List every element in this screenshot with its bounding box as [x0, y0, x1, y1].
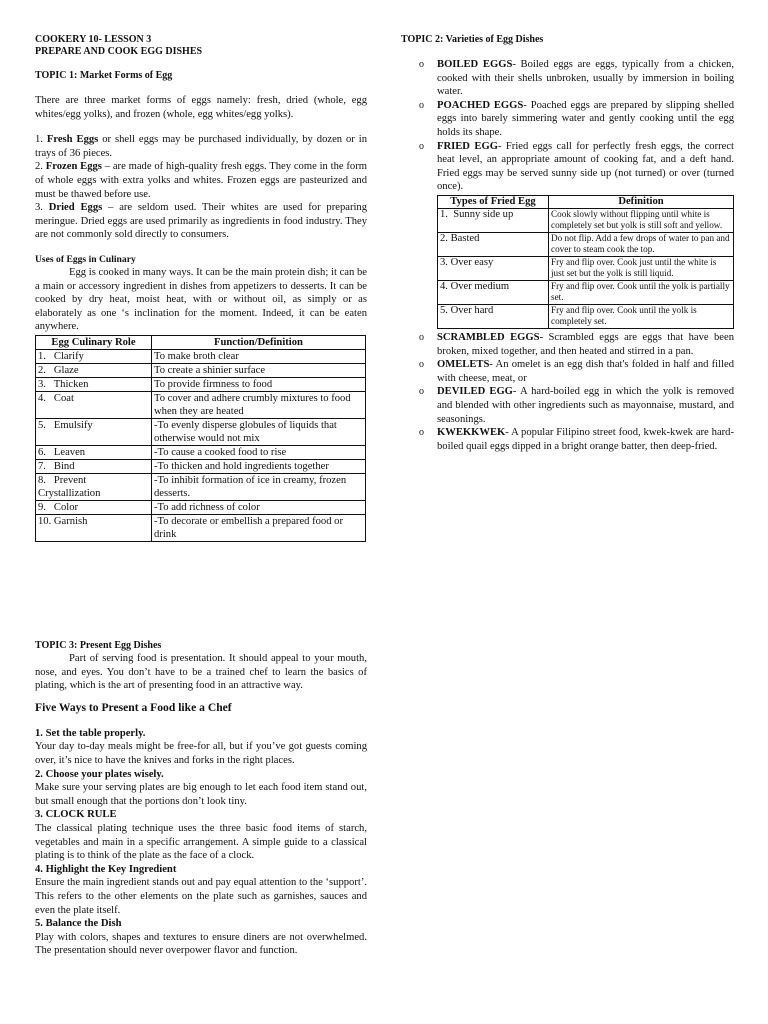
table-cell-function: -To inhibit formation of ice in creamy, frozen desserts.	[152, 473, 366, 500]
bullet-icon: o	[419, 427, 424, 439]
fried-type-cell: 2. Basted	[438, 232, 549, 256]
table-cell-role: 3. Thicken	[36, 377, 152, 391]
table-cell-role: 7. Bind	[36, 459, 152, 473]
varieties-list	[401, 58, 734, 194]
variety-text: - A hard-boiled egg in which the yolk is removed and blended with other ingredients such as mayonnaise, mustard, and seasonings.	[437, 386, 734, 425]
step-text: Ensure the main ingredient stands out and pay equal attention to the ‘support’. This refers to the other elements on the plate such as garnishes, sauces and even the plate itself.	[35, 877, 367, 916]
table-row	[36, 349, 366, 363]
variety-name: OMELETS	[437, 359, 490, 371]
variety-name: SCRAMBLED EGGS	[437, 331, 540, 343]
variety-item	[401, 140, 734, 194]
table-cell-role: 5. Emulsify	[36, 418, 152, 445]
market-form-number: 1.	[35, 134, 47, 146]
fried-definition-cell: Fry and flip over. Cook until the yolk is completely set.	[549, 304, 734, 328]
market-form-item	[35, 133, 367, 160]
step-text: Your day to-day meals might be free-for all, but if you’ve got guests coming over, it’s nice to have the knives and forks in the right places.	[35, 741, 367, 766]
table-cell-role: 1. Clarify	[36, 349, 152, 363]
table-row	[438, 280, 734, 304]
market-form-name: Frozen Eggs	[45, 161, 102, 173]
market-form-name: Dried Eggs	[48, 202, 103, 214]
variety-item	[401, 331, 734, 358]
variety-item	[401, 58, 734, 99]
bullet-icon: o	[419, 359, 424, 371]
fried-type-cell: 3. Over easy	[438, 256, 549, 280]
left-column-bottom	[35, 640, 367, 958]
step-title: 2. Choose your plates wisely.	[35, 768, 164, 780]
topic1-intro: There are three market forms of eggs namely: fresh, dried (whole, egg whites/egg yolks), and frozen (whole, egg whites/egg yolks).	[35, 95, 367, 120]
fried-definition-cell: Do not flip. Add a few drops of water to pan and cover to steam cook the top.	[549, 232, 734, 256]
step-text: Make sure your serving plates are big enough to let each food item stand out, but small enough that the portions don’t look tiny.	[35, 782, 367, 807]
topic1-title: TOPIC 1: Market Forms of Egg	[35, 70, 173, 81]
fried-type-cell: 5. Over hard	[438, 304, 549, 328]
fried-header-type: Types of Fried Egg	[438, 195, 549, 208]
left-column-top	[35, 34, 367, 542]
step-text: The classical plating technique uses the three basic food items of starch, vegetables and main in a specific arrangement. A simple guide to a classical plating is to think of the plate as the face of a clock.	[35, 822, 367, 862]
fried-definition-cell: Cook slowly without flipping until white is completely set but yolk is still soft and yellow.	[549, 208, 734, 232]
table-cell-function: To create a shinier surface	[152, 363, 366, 377]
fried-type-cell: 1. Sunny side up	[438, 208, 549, 232]
table-row	[438, 256, 734, 280]
table-cell-function: -To evenly disperse globules of liquids that otherwise would not mix	[152, 418, 366, 445]
table-header-function: Function/Definition	[152, 335, 366, 349]
market-form-number: 2.	[35, 161, 46, 173]
step-title: 3. CLOCK RULE	[35, 809, 117, 821]
variety-name: BOILED EGGS	[437, 59, 513, 70]
fried-egg-table	[437, 195, 734, 329]
variety-text: - Boiled eggs are eggs, typically from a chicken, cooked with their shells unbroken, usually by immersion in boiling water.	[437, 59, 734, 98]
presentation-steps	[35, 727, 367, 958]
table-cell-function: -To thicken and hold ingredients together	[152, 459, 366, 473]
table-cell-role: 10. Garnish	[36, 514, 152, 541]
table-cell-role: 8. Prevent Crystallization	[36, 473, 152, 500]
table-row	[36, 514, 366, 541]
market-form-item	[35, 160, 367, 201]
varieties-list-continued	[401, 331, 734, 453]
fried-header-definition: Definition	[549, 195, 734, 208]
market-form-text: – are seldom used. Their whites are used for preparing meringue. Dried eggs are used primarily as ingredients in food industry. They are not commonly sold directly to consumers.	[35, 202, 368, 241]
variety-text: - An omelet is an egg dish that's folded in half and filled with cheese, meat, or	[437, 359, 734, 384]
table-row	[36, 445, 366, 459]
table-row	[36, 473, 366, 500]
right-column-top	[401, 34, 734, 453]
table-cell-function: To provide firmness to food	[152, 377, 366, 391]
table-cell-role: 4. Coat	[36, 391, 152, 418]
variety-item	[401, 385, 734, 426]
bullet-icon: o	[419, 331, 424, 343]
table-row	[438, 304, 734, 328]
market-form-number: 3.	[35, 202, 49, 214]
uses-title: Uses of Eggs in Culinary	[35, 253, 136, 265]
lesson-title: COOKERY 10- LESSON 3	[35, 34, 152, 45]
uses-text: Egg is cooked in many ways. It can be the main protein dish; it can be a main or accessory ingredient in dishes from appetizers to desserts. It can be cooked by dry heat, moist heat, with or without oil, as simply or as elaborately as one ‘s inclination for the moment. Indeed, it can be eaten anywhere.	[35, 266, 367, 333]
egg-culinary-role-table	[35, 335, 366, 542]
market-forms-list	[35, 133, 367, 242]
step-title: 4. Highlight the Key Ingredient	[35, 863, 177, 875]
table-row	[36, 459, 366, 473]
step-title: 5. Balance the Dish	[35, 918, 122, 930]
five-ways-title: Five Ways to Present a Food like a Chef	[35, 700, 232, 714]
variety-item	[401, 358, 734, 385]
variety-item	[401, 99, 734, 140]
table-cell-role: 2. Glaze	[36, 363, 152, 377]
table-row	[36, 391, 366, 418]
market-form-text: or shell eggs may be purchased individually, by dozen or in trays of 36 pieces.	[35, 134, 367, 159]
table-row	[36, 363, 366, 377]
market-form-item	[35, 201, 367, 242]
table-cell-function: To make broth clear	[152, 349, 366, 363]
table-cell-function: To cover and adhere crumbly mixtures to food when they are heated	[152, 391, 366, 418]
variety-text: - Scrambled eggs are eggs that have been broken, mixed together, and then heated and stirred in a pan.	[437, 331, 734, 357]
market-form-name: Fresh Eggs	[46, 134, 99, 146]
fried-definition-cell: Fry and flip over. Cook until the yolk is partially set.	[549, 280, 734, 304]
table-row	[36, 500, 366, 514]
topic2-title: TOPIC 2: Varieties of Egg Dishes	[401, 34, 544, 45]
fried-definition-cell: Fry and flip over. Cook just until the white is just set but the yolk is still liquid.	[549, 256, 734, 280]
market-form-text: – are made of high-quality fresh eggs. They come in the form of whole eggs with extra yolks and whites. Frozen eggs are pasteurized and must be thawed before use.	[35, 161, 367, 200]
table-row	[36, 418, 366, 445]
step-text: Play with colors, shapes and textures to ensure diners are not overwhelmed. The presentation should never overpower flavor and function.	[35, 931, 367, 957]
table-row	[438, 232, 734, 256]
table-cell-function: -To decorate or embellish a prepared food or drink	[152, 514, 366, 541]
table-cell-function: -To cause a cooked food to rise	[152, 445, 366, 459]
variety-text: - A popular Filipino street food, kwek-kwek are hard-boiled quail eggs dipped in a bright orange batter, then deep-fried.	[437, 427, 734, 452]
variety-name: DEVILED EGG	[437, 386, 513, 398]
lesson-subtitle: PREPARE AND COOK EGG DISHES	[35, 46, 203, 57]
bullet-icon: o	[419, 140, 424, 152]
table-cell-role: 6. Leaven	[36, 445, 152, 459]
table-row	[438, 208, 734, 232]
table-row	[36, 377, 366, 391]
variety-name: KWEKKWEK	[437, 427, 506, 439]
variety-text: - Fried eggs call for perfectly fresh eggs, the correct heat level, an appropriate amount of cooking fat, and a deft hand. Fried eggs may be served sunny side up (not turned) or over (turned once).	[437, 140, 734, 193]
variety-name: FRIED EGG	[437, 140, 498, 152]
topic3-title: TOPIC 3: Present Egg Dishes	[35, 640, 162, 651]
topic3-intro: Part of serving food is presentation. It should appeal to your mouth, nose, and eyes. You don’t have to be a trained chef to learn the basics of plating, which is the art of presenting food in an attractive way.	[35, 653, 367, 692]
fried-type-cell: 4. Over medium	[438, 280, 549, 304]
table-header-role: Egg Culinary Role	[36, 335, 152, 349]
step-title: 1. Set the table properly.	[35, 727, 146, 739]
variety-text: - Poached eggs are prepared by slipping shelled eggs into barely simmering water and gently cooking until the egg holds its shape.	[437, 99, 734, 138]
table-cell-role: 9. Color	[36, 500, 152, 514]
variety-item	[401, 426, 734, 453]
variety-name: POACHED EGGS	[437, 99, 524, 111]
table-cell-function: -To add richness of color	[152, 500, 366, 514]
bullet-icon: o	[419, 386, 424, 398]
bullet-icon: o	[419, 99, 424, 111]
bullet-icon: o	[419, 59, 424, 70]
